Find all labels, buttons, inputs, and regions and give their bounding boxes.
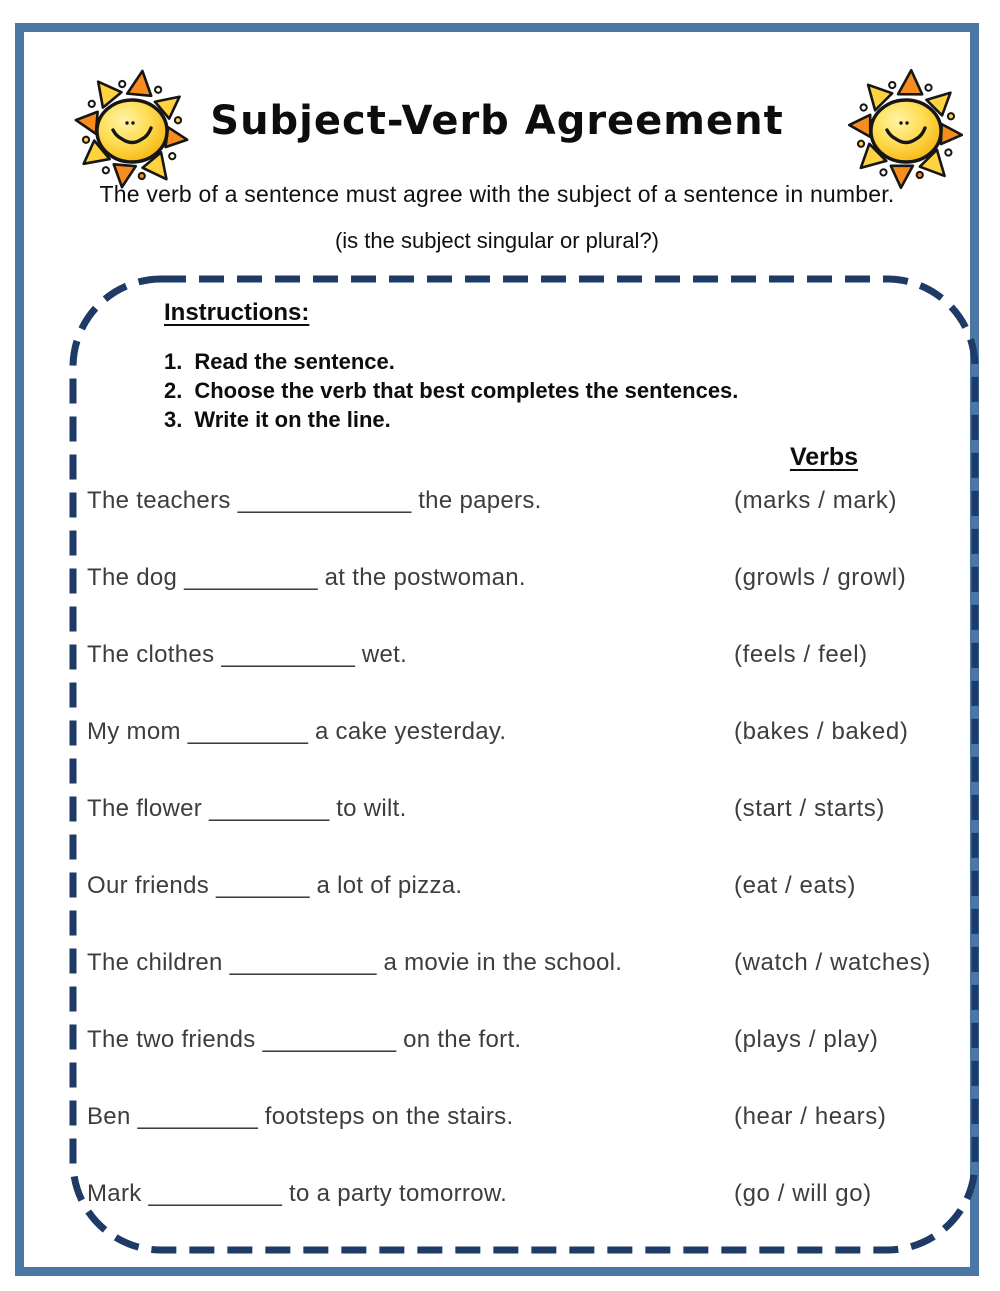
- sentence-before: Mark: [87, 1180, 142, 1207]
- verb-options: (growls / growl): [734, 564, 907, 591]
- sentence-list: [87, 487, 969, 1257]
- sentence-before: Ben: [87, 1103, 131, 1130]
- sentence-before: The clothes: [87, 641, 215, 668]
- step-text: Choose the verb that best completes the sentences.: [194, 378, 739, 403]
- verb-options: (go / will go): [734, 1180, 872, 1207]
- worksheet-row: [87, 872, 969, 949]
- sentence: [87, 718, 734, 746]
- sentence: [87, 1103, 734, 1131]
- step-text: Read the sentence.: [194, 349, 395, 374]
- worksheet-row: [87, 795, 969, 872]
- worksheet-row: [87, 1103, 969, 1180]
- worksheet-row: [87, 487, 969, 564]
- answer-blank[interactable]: __________: [184, 564, 318, 591]
- step-number: 1.: [164, 349, 183, 374]
- sentence-before: The dog: [87, 564, 178, 591]
- sentence-before: The teachers: [87, 487, 231, 514]
- instruction-step: [164, 376, 738, 405]
- verb-options: (marks / mark): [734, 487, 898, 514]
- worksheet-row: [87, 718, 969, 795]
- sentence-before: My mom: [87, 718, 181, 745]
- step-number: 3.: [164, 407, 183, 432]
- sun-icon: [846, 66, 966, 186]
- verb-options: (plays / play): [734, 1026, 879, 1053]
- worksheet-row: [87, 949, 969, 1026]
- answer-blank[interactable]: _______: [216, 872, 310, 899]
- sentence: [87, 795, 734, 823]
- worksheet-row: [87, 641, 969, 718]
- sentence: [87, 641, 734, 669]
- sentence-after: on the fort.: [403, 1026, 522, 1053]
- verb-options: (bakes / baked): [734, 718, 909, 745]
- page-frame: [15, 23, 979, 1276]
- verb-options: (watch / watches): [734, 949, 931, 976]
- subtitle: The verb of a sentence must agree with the subject of a sentence in number.: [99, 181, 895, 207]
- sentence-after: wet.: [361, 641, 408, 668]
- worksheet-row: [87, 1026, 969, 1103]
- worksheet-row: [87, 1180, 969, 1257]
- sentence-after: to a party tomorrow.: [289, 1180, 508, 1207]
- sentence-after: at the postwoman.: [324, 564, 526, 591]
- step-number: 2.: [164, 378, 183, 403]
- sentence-before: The flower: [87, 795, 203, 822]
- answer-blank[interactable]: _________: [137, 1103, 258, 1130]
- verb-options: (start / starts): [734, 795, 885, 822]
- hint-text: (is the subject singular or plural?): [334, 228, 660, 253]
- answer-blank[interactable]: __________: [148, 1180, 283, 1207]
- verb-options: (eat / eats): [734, 872, 856, 899]
- verbs-column-header: Verbs: [789, 443, 859, 471]
- sentence: [87, 487, 734, 515]
- answer-blank[interactable]: _____________: [237, 487, 412, 514]
- answer-blank[interactable]: ___________: [229, 949, 377, 976]
- page-title: Subject-Verb Agreement: [210, 98, 784, 144]
- verb-options: (hear / hears): [734, 1103, 887, 1130]
- sentence-after: the papers.: [418, 487, 542, 514]
- instructions-block: [164, 299, 738, 434]
- answer-blank[interactable]: __________: [262, 1026, 397, 1053]
- verb-options: (feels / feel): [734, 641, 868, 668]
- sentence-after: footsteps on the stairs.: [264, 1103, 514, 1130]
- sentence-before: The two friends: [87, 1026, 256, 1053]
- answer-blank[interactable]: _________: [209, 795, 330, 822]
- sentence-after: a lot of pizza.: [316, 872, 463, 899]
- answer-blank[interactable]: __________: [221, 641, 355, 668]
- sun-icon: [72, 66, 192, 186]
- worksheet-row: [87, 564, 969, 641]
- sentence-after: a movie in the school.: [383, 949, 623, 976]
- sentence-after: to wilt.: [336, 795, 407, 822]
- sentence: [87, 949, 734, 977]
- sentence: [87, 1026, 734, 1054]
- step-text: Write it on the line.: [194, 407, 391, 432]
- instruction-step: [164, 347, 738, 376]
- sentence-before: Our friends: [87, 872, 210, 899]
- instruction-step: [164, 405, 738, 434]
- instructions-heading: Instructions:: [164, 299, 310, 326]
- sentence: [87, 1180, 734, 1208]
- sentence: [87, 564, 734, 592]
- answer-blank[interactable]: _________: [187, 718, 308, 745]
- sentence-before: The children: [87, 949, 223, 976]
- sentence: [87, 872, 734, 900]
- worksheet-box: [69, 275, 979, 1254]
- sentence-after: a cake yesterday.: [314, 718, 507, 745]
